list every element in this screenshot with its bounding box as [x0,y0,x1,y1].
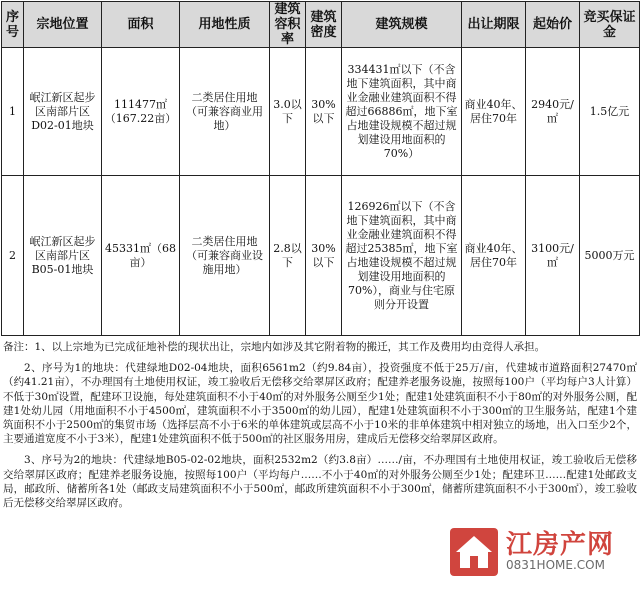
cell-scale: 334431㎡以下（不含地下建筑面积，其中商业金融业建筑面积不得超过66886㎡，地下室占地建设规模不超过规划建设用地面积的70%） [342,48,462,176]
cell-far: 2.8以下 [270,176,306,336]
table-header-row [2,2,640,48]
cell-term: 商业40年、居住70年 [462,48,526,176]
land-parcel-table [1,1,640,336]
cell-location: 岷江新区起步区南部片区D02-01地块 [24,48,102,176]
cell-location: 岷江新区起步区南部片区B05-01地块 [24,176,102,336]
cell-area: 45331㎡（68亩） [102,176,180,336]
header-density: 建筑密度 [306,2,342,48]
header-far: 建筑容积率 [270,2,306,48]
cell-term: 商业40年、居住70年 [462,176,526,336]
site-watermark [448,522,628,584]
watermark-title: 江房产网 [506,530,615,560]
cell-price: 2940元/㎡ [526,48,580,176]
cell-density: 30%以下 [306,48,342,176]
cell-area: 111477㎡（167.22亩） [102,48,180,176]
header-seq: 序号 [2,2,24,48]
header-use: 用地性质 [180,2,270,48]
table-row [2,48,640,176]
cell-deposit: 5000万元 [580,176,640,336]
watermark-url: 0831HOME.COM [506,558,605,572]
cell-use: 二类居住用地（可兼容商业用地） [180,48,270,176]
remarks-section [3,340,637,517]
header-location: 宗地位置 [24,2,102,48]
header-scale: 建筑规模 [342,2,462,48]
header-price: 起始价 [526,2,580,48]
header-term: 出让期限 [462,2,526,48]
house-logo-icon [448,522,502,580]
header-area: 面积 [102,2,180,48]
table-row [2,176,640,336]
cell-far: 3.0以下 [270,48,306,176]
remark-note-1: 备注：1、以上宗地为已完成征地补偿的现状出让，宗地内如涉及其它附着物的搬迁，其工作及费用均由竞得人承担。 [3,341,546,353]
cell-deposit: 1.5亿元 [580,48,640,176]
cell-use: 二类居住用地（可兼容商业设施用地） [180,176,270,336]
cell-seq: 2 [2,176,24,336]
cell-seq: 1 [2,48,24,176]
header-deposit: 竞买保证金 [580,2,640,48]
remark-note-2: 2、序号为1的地块：代建绿地D02-04地块，面积6561m2（约9.84亩），投资强度不低于25万/亩，代建城市道路面积27470㎡（约41.21亩），不办理国有土地使用权证，竣工验收后无偿移交给翠屏区政府；配建养老服务设施，按照每100户（平均每户3人计算）不低于30㎡设置，配建环卫设施，每处建筑面积不小于40㎡的对外服务公厕至少1处；配建1处建筑面积不小于80㎡的对外服务公厕，配建1处幼儿园（用地面积不小于4500㎡，建筑面积不小于3500㎡的幼儿园），配建1处建筑面积不小于300㎡的卫生服务站，配建1个建筑面积不小于2500㎡的集贸市场（选择层高不小于6米的单体建筑或层高不小于10米的非单体建筑中相对独立的场地，出入口至少2个，主要通道宽度不小于3米），配建1处建筑面积不低于500㎡的社区服务用房，建成后无偿移交给翠屏区政府。 [3,362,637,446]
cell-price: 3100元/㎡ [526,176,580,336]
remark-note-3: 3、序号为2的地块：代建绿地B05-02-02地块，面积2532m2（约3.8亩）……/亩，不办理国有土地使用权证，竣工验收后无偿移交给翠屏区政府；配建养老服务设施，按照每100户（平均每户……不小于40㎡的对外服务公厕至少1处；配建环卫……配建1处邮政支局，邮政所、储蓄所各1处（邮政支局建筑面积不小于500㎡，邮政所建筑面积不小于300㎡，储蓄所建筑面积不小于300㎡），竣工验收后无偿移交给翠屏区政府。 [3,454,637,510]
cell-density: 30%以下 [306,176,342,336]
cell-scale: 126926㎡以下（不含地下建筑面积，其中商业金融业建筑面积不得超过25385㎡，地下室占地建设规模不超过规划建设用地面积的70%），商业与住宅原则分开设置 [342,176,462,336]
